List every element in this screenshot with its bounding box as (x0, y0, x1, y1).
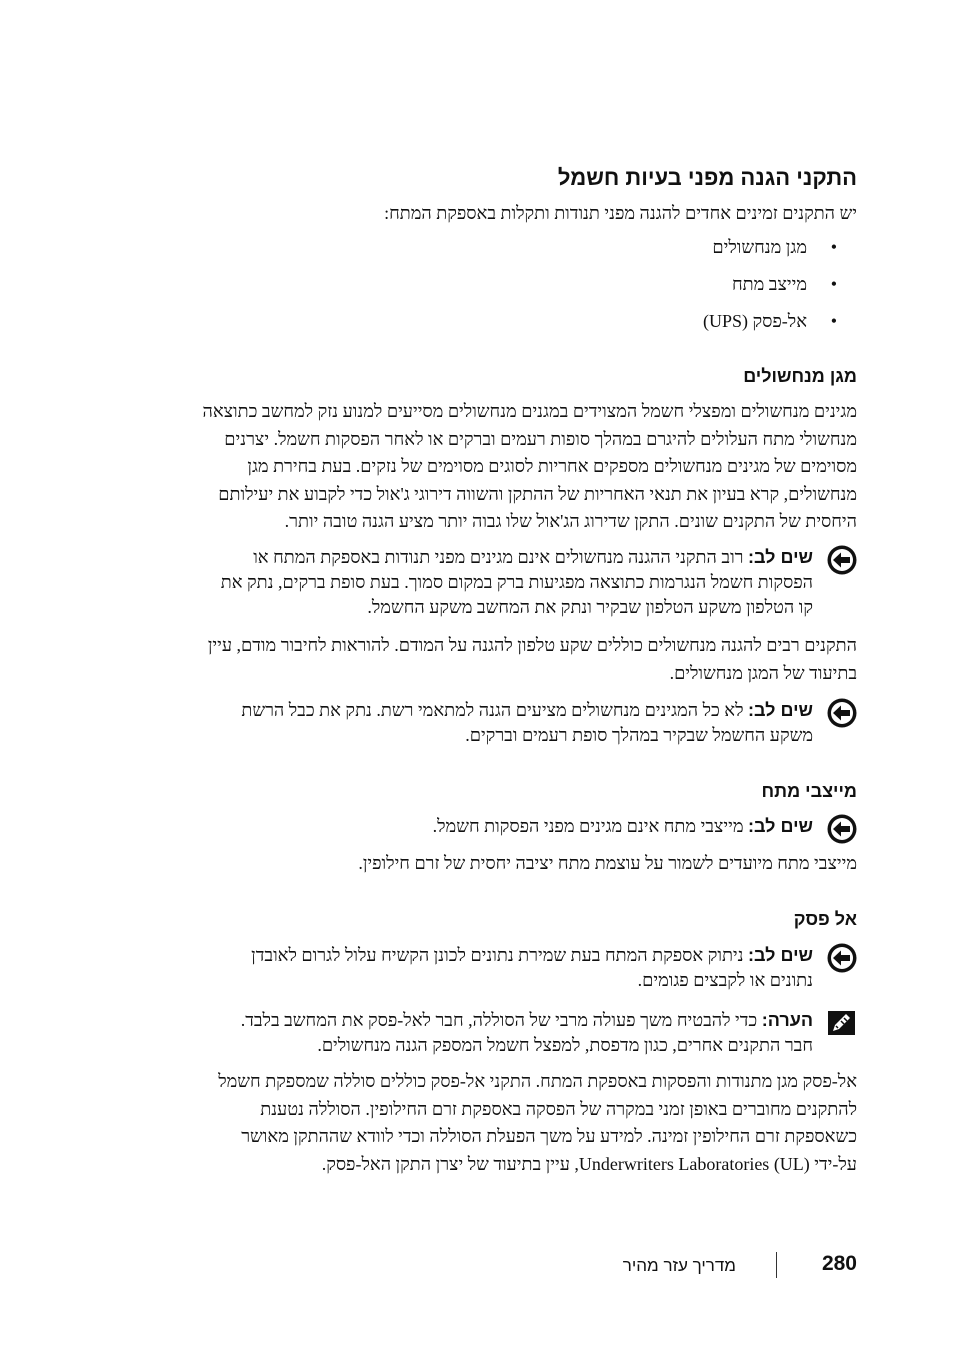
notice-icon (827, 698, 857, 728)
page-number: 280 (821, 1252, 857, 1275)
intro-paragraph: יש התקנים זמינים אחדים להגנה מפני תנודות ותקלות באספקת המתח: (384, 203, 857, 223)
note-label: הערה: (761, 1010, 813, 1030)
notice-label: שים לב: (748, 945, 813, 965)
list-item: • אל-פסק (UPS) (703, 306, 857, 343)
regulator-paragraph: מייצבי מתח מיועדים לשמור על עוצמת מתח יציבה יחסית של זרם חילופין. (358, 853, 857, 873)
surge-heading: מגן מנחשולים (743, 366, 857, 386)
pencil-icon (827, 1008, 857, 1038)
page-footer (0, 1252, 954, 1292)
ups-paragraph: אל-פסק מגן מתנודות והפסקות באספקת המתח. התקני אל-פסק כוללים סוללה שמספקת חשמל להתקנים מחוברים באופן זמני במקרה של הפסקה באספקת זרם החילופין. הסוללה נטענת כשאספקת זרם החילופין זמינה. למידע על משך הפעלת הסוללה וכדי לוודא שההתקן מאושר על-ידי Underwriters Laboratories (UL), עיין בתיעוד של יצרן התקן האל-פסק. (218, 1071, 857, 1174)
regulator-heading: מייצבי מתח (761, 781, 857, 801)
bullet-icon: • (830, 311, 837, 331)
main-heading: התקני הגנה מפני בעיות חשמל (557, 165, 857, 190)
surge-paragraph-2: התקנים רבים להגנה מנחשולים כוללים שקע טלפון להגנה על המודם. להוראות לחיבור מודם, עיין בתיעוד של המגן מנחשולים. (207, 635, 857, 683)
bullet-icon: • (830, 274, 837, 294)
notice-label: שים לב: (748, 816, 813, 836)
notice-block: שים לב: לא כל המגינים מנחשולים מציעים הגנה למתאמי רשת. נתק את כבל הרשת משקע החשמל שבקיר במהלך סופת רעמים וברקים. (117, 698, 857, 748)
notice-icon (827, 545, 857, 575)
ups-heading: אל פסק (793, 909, 857, 929)
footer-divider (776, 1252, 777, 1278)
notice-label: שים לב: (748, 547, 813, 567)
list-item: • מייצב מתח (703, 269, 857, 306)
note-block: הערה: כדי להבטיח משך פעולה מרבי של הסוללה, חבר לאל-פסק את המחשב בלבד. חבר התקנים אחרים, כגון מדפסת, למפצל חשמל המספק הגנה מנחשולים. (117, 1008, 857, 1058)
surge-paragraph: מגינים מנחשולים ומפצלי חשמל המצוידים במגנים מנחשולים מסייעים למנוע נזק למחשב כתוצאה מנחשולי מתח העלולים להיגרם במהלך סופות רעמים וברקים או לאחר הפסקות חשמל. יצרנים מסוימים של מגינים מנחשולים מספקים אחריות לסוגים מסוימים של נזקים. בעת בחירת מגן מנחשולים, קרא בעיון את תנאי האחריות של ההתקן והשווה דירוגי ג'אול כדי לקבוע את יעילותם היחסית של התקנים שונים. התקן שדירוג הג'אול שלו גבוה יותר מציע הגנה טובה יותר. (202, 401, 857, 531)
notice-label: שים לב: (748, 700, 813, 720)
notice-icon (827, 814, 857, 844)
notice-block: שים לב: ניתוק אספקת המתח בעת שמירת נתונים לכונן הקשיח עלול לגרום לאובדן נתונים או לקבצים פגומים. (117, 943, 857, 993)
notice-block: שים לב: מייצבי מתח אינם מגינים מפני הפסקות חשמל. (117, 814, 857, 839)
notice-icon (827, 943, 857, 973)
bullet-icon: • (830, 237, 837, 257)
device-list (703, 232, 857, 343)
list-item: • מגן מנחשולים (703, 232, 857, 269)
notice-block: שים לב: רוב התקני ההגנה מנחשולים אינם מגינים מפני תנודות באספקת המתח או הפסקות חשמל הנגרמות כתוצאה מפגיעות ברק במקום סמוך. בעת סופת ברקים, נתק את קו הטלפון משקע הטלפון שבקיר ונתק את המחשב משקע החשמל. (117, 545, 857, 620)
footer-title: מדריך עזר מהיר (622, 1256, 736, 1275)
